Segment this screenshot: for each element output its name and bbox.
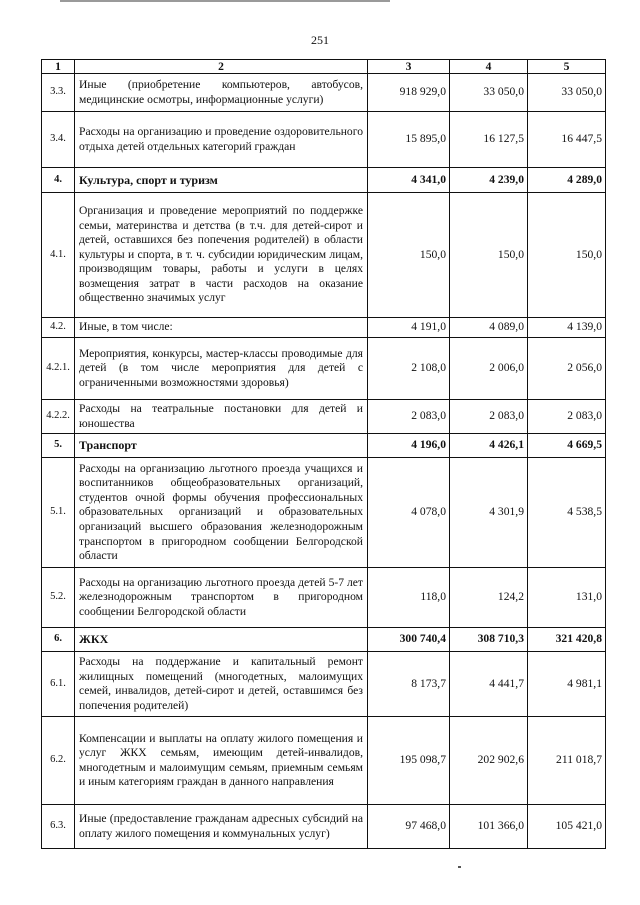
section-title: ЖКХ: [75, 628, 368, 652]
table-row: [42, 74, 606, 112]
row-description: Расходы на организацию льготного проезда детей 5-7 лет железнодорожным транспортом в пригородном сообщении Белгородской области: [75, 568, 368, 628]
row-number: 5.: [42, 434, 75, 458]
row-number: 4.: [42, 168, 75, 193]
row-value-col-4: 150,0: [450, 193, 528, 318]
row-number: 6.3.: [42, 805, 75, 849]
row-value-col-5: 16 447,5: [528, 112, 606, 168]
row-value-col-3: 300 740,4: [368, 628, 450, 652]
row-value-col-3: 97 468,0: [368, 805, 450, 849]
row-value-col-5: 4 289,0: [528, 168, 606, 193]
row-number: 6.1.: [42, 652, 75, 717]
row-value-col-3: 195 098,7: [368, 717, 450, 805]
row-value-col-4: 308 710,3: [450, 628, 528, 652]
header-col-3: 3: [368, 60, 450, 74]
row-value-col-4: 4 426,1: [450, 434, 528, 458]
row-value-col-5: 105 421,0: [528, 805, 606, 849]
table-row: [42, 318, 606, 338]
row-description: Организация и проведение мероприятий по поддержке семьи, материнства и детства (в т.ч. для детей-сирот и детей, оставшихся без попечения родителей) в области культуры и спорта, в т. ч. субсидии юридическим лицам, производящим товары, работы и услуги в целях возмещения затрат в части расходов на оказание общественно значимых услуг: [75, 193, 368, 318]
scan-speck: [458, 866, 461, 868]
row-value-col-4: 4 301,9: [450, 458, 528, 568]
row-number: 3.3.: [42, 74, 75, 112]
row-description: Расходы на организацию льготного проезда учащихся и воспитанников общеобразовательных организаций, студентов очной формы обучения профессиональных образовательных организаций и образовательных организаций высшего образования железнодорожным транспортом в пригородном сообщении Белгородской области: [75, 458, 368, 568]
header-col-1: 1: [42, 60, 75, 74]
row-value-col-3: 118,0: [368, 568, 450, 628]
table-row: [42, 112, 606, 168]
row-description: Иные (предоставление гражданам адресных субсидий на оплату жилого помещения и коммунальных услуг): [75, 805, 368, 849]
row-description: Расходы на организацию и проведение оздоровительного отдыха детей отдельных категорий граждан: [75, 112, 368, 168]
header-col-5: 5: [528, 60, 606, 74]
row-number: 4.2.2.: [42, 400, 75, 434]
header-col-2: 2: [75, 60, 368, 74]
scan-edge-line: [60, 0, 390, 2]
row-value-col-3: 4 191,0: [368, 318, 450, 338]
row-value-col-3: 8 173,7: [368, 652, 450, 717]
section-row: [42, 628, 606, 652]
row-value-col-3: 15 895,0: [368, 112, 450, 168]
budget-table: [41, 59, 606, 849]
row-value-col-4: 2 083,0: [450, 400, 528, 434]
row-number: 4.2.: [42, 318, 75, 338]
row-value-col-4: 4 239,0: [450, 168, 528, 193]
row-value-col-5: 2 056,0: [528, 338, 606, 400]
row-number: 3.4.: [42, 112, 75, 168]
row-description: Расходы на поддержание и капитальный ремонт жилищных помещений (многодетных, малоимущих семей, инвалидов, детей-сирот и детей, оставшимся без попечения родителей): [75, 652, 368, 717]
row-value-col-4: 101 366,0: [450, 805, 528, 849]
row-value-col-3: 150,0: [368, 193, 450, 318]
row-value-col-3: 4 341,0: [368, 168, 450, 193]
row-description: Мероприятия, конкурсы, мастер-классы проводимые для детей (в том числе мероприятия для детей с ограниченными возможностями здоровья): [75, 338, 368, 400]
row-description: Расходы на театральные постановки для детей и юношества: [75, 400, 368, 434]
table-row: [42, 805, 606, 849]
row-value-col-4: 33 050,0: [450, 74, 528, 112]
table-row: [42, 338, 606, 400]
row-value-col-4: 16 127,5: [450, 112, 528, 168]
page-number: 251: [311, 33, 329, 47]
table-row: [42, 717, 606, 805]
row-value-col-3: 4 196,0: [368, 434, 450, 458]
section-title: Транспорт: [75, 434, 368, 458]
row-value-col-3: 4 078,0: [368, 458, 450, 568]
table-row: [42, 652, 606, 717]
row-value-col-3: 918 929,0: [368, 74, 450, 112]
section-title: Культура, спорт и туризм: [75, 168, 368, 193]
section-row: [42, 434, 606, 458]
row-value-col-5: 4 669,5: [528, 434, 606, 458]
row-value-col-5: 2 083,0: [528, 400, 606, 434]
row-number: 4.1.: [42, 193, 75, 318]
row-value-col-4: 2 006,0: [450, 338, 528, 400]
row-value-col-5: 211 018,7: [528, 717, 606, 805]
row-description: Иные, в том числе:: [75, 318, 368, 338]
row-value-col-5: 4 538,5: [528, 458, 606, 568]
table-row: [42, 458, 606, 568]
row-value-col-4: 4 089,0: [450, 318, 528, 338]
table-row: [42, 400, 606, 434]
row-value-col-5: 4 139,0: [528, 318, 606, 338]
table-row: [42, 193, 606, 318]
row-value-col-5: 4 981,1: [528, 652, 606, 717]
row-value-col-5: 131,0: [528, 568, 606, 628]
row-value-col-4: 4 441,7: [450, 652, 528, 717]
table-header-row: [42, 60, 606, 74]
section-row: [42, 168, 606, 193]
row-number: 6.: [42, 628, 75, 652]
row-number: 4.2.1.: [42, 338, 75, 400]
row-value-col-5: 321 420,8: [528, 628, 606, 652]
table-row: [42, 568, 606, 628]
row-value-col-3: 2 108,0: [368, 338, 450, 400]
row-value-col-3: 2 083,0: [368, 400, 450, 434]
header-col-4: 4: [450, 60, 528, 74]
row-value-col-4: 202 902,6: [450, 717, 528, 805]
row-description: Компенсации и выплаты на оплату жилого помещения и услуг ЖКХ семьям, имеющим детей-инвалидов, многодетным и малоимущим семьям, приемным семьям и иным категориям граждан в данного направления: [75, 717, 368, 805]
row-description: Иные (приобретение компьютеров, автобусов, медицинские осмотры, информационные услуги): [75, 74, 368, 112]
row-value-col-5: 150,0: [528, 193, 606, 318]
row-number: 5.1.: [42, 458, 75, 568]
row-value-col-5: 33 050,0: [528, 74, 606, 112]
row-number: 5.2.: [42, 568, 75, 628]
row-number: 6.2.: [42, 717, 75, 805]
row-value-col-4: 124,2: [450, 568, 528, 628]
